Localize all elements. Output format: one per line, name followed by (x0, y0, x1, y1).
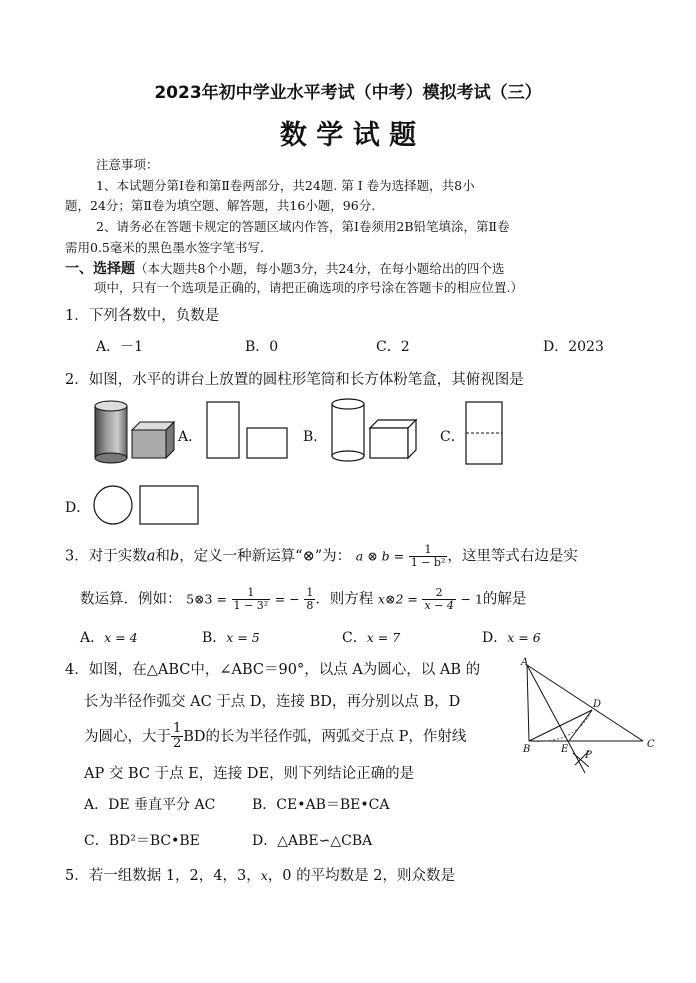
q3-def-den: 1 − b² (410, 556, 446, 570)
cylinder-figure (95, 401, 127, 463)
q3-def-text: ，定义一种新运算“⊗”为： (179, 548, 352, 565)
q5-stem-a: 5．若一组数据 1，2，4，3， (65, 868, 261, 884)
q5-stem (65, 864, 455, 885)
q3-line-2 (80, 587, 526, 612)
q4-option-a: A．DE 垂直平分 AC (84, 797, 216, 813)
q3-ex-num-2: 1 (306, 586, 314, 599)
point-b-label: B (523, 744, 531, 755)
q4-line-1: 4．如图，在△ABC中，∠ABC＝90°，以点 A为圆心，以 AB 的 (65, 662, 481, 678)
subject-title: 数 学 试 题 (279, 120, 417, 151)
segment-bd (529, 710, 592, 741)
exam-title: 2023年初中学业水平考试（中考）模拟考试（三） (154, 83, 542, 103)
q3-def-num: 1 (409, 544, 448, 557)
q3-equation-tail: − 1 (460, 591, 483, 607)
q3-equation-text: ．则方程 (315, 591, 374, 608)
q3-and: 和 (155, 548, 170, 565)
q3-option-b (202, 627, 260, 647)
q3-ex-den-2: 8 (306, 599, 314, 613)
q2-option-a-label: A． (178, 429, 203, 445)
q3-option-a-value: x = 4 (104, 630, 138, 645)
q3-option-c-label: C． (342, 630, 367, 646)
point-e-label: E (561, 744, 569, 755)
q4-line-3 (84, 722, 466, 752)
box-figure (132, 422, 174, 458)
q3-question-tail: 的解是 (482, 591, 527, 608)
q3-equation-lhs: x⊗2 = (377, 591, 418, 607)
q2-option-b-figure (328, 396, 420, 466)
q3-option-b-value: x = 5 (226, 630, 260, 645)
q3-def-lhs: a ⊗ b = (355, 548, 405, 564)
q3-example-text: 数运算．例如： (80, 591, 182, 608)
q3-option-d-label: D． (482, 630, 508, 646)
q3-ex-den-1: 1 − 3² (233, 599, 269, 613)
q3-def-tail: ，这里等式右边是实 (447, 548, 578, 565)
q3-option-d (482, 627, 541, 647)
section-1-desc: （本大题共8个小题，每小题3分，共24分，在每小题给出的四个选 (135, 261, 505, 276)
note-line-4: 需用0.5毫米的黑色墨水签字笔书写. (65, 240, 264, 255)
q2-figure-solids (90, 398, 180, 466)
q4-half-fraction (171, 722, 183, 752)
segment-de (569, 710, 592, 741)
q3-var-a: a (146, 548, 156, 565)
section-1-label: 一、选择题 (65, 261, 135, 277)
q4-option-d: D．△ABE∽△CBA (252, 833, 373, 849)
q3-var-b: b (169, 548, 180, 565)
q4-line-4: AP 交 BC 于点 E，连接 DE，则下列结论正确的是 (84, 766, 415, 782)
section-1-desc-2: 项中，只有一个选项是正确的，请把正确选项的序号涂在答题卡的相应位置.） (94, 280, 523, 295)
q4-option-c: C．BD²＝BC•BE (84, 833, 200, 849)
q5-var-x: x (260, 868, 268, 883)
q2-option-c-label: C． (440, 429, 465, 445)
note-line-2: 题，24分；第Ⅱ卷为填空题、解答题，共16小题，96分. (65, 198, 376, 213)
q3-option-d-value: x = 6 (507, 630, 541, 645)
q4-frac-num: 1 (173, 721, 182, 736)
q2-option-d-figure (90, 482, 202, 528)
ray-ap (527, 665, 585, 773)
q3-example-mid: = − (274, 591, 300, 607)
q3-option-c-value: x = 7 (366, 630, 401, 645)
point-a-label: A (521, 657, 529, 668)
note-line-1: 1、本试题分第Ⅰ卷和第Ⅱ卷两部分，共24题. 第 Ⅰ 卷为选择题，共8小 (96, 178, 475, 193)
q3-eq-num: 2 (422, 587, 455, 600)
q2-option-a-figure (200, 400, 292, 464)
notes-heading: 注意事项： (96, 157, 159, 172)
q3-intro: 3．对于实数 (65, 548, 147, 565)
q1-option-b: B．0 (245, 339, 279, 355)
q3-option-b-label: B． (202, 630, 227, 646)
q4-option-b: B．CE•AB＝BE•CA (252, 797, 390, 813)
point-p-label: P (585, 750, 592, 761)
q3-example-lhs: 5⊗3 = (186, 591, 227, 607)
q4-frac-den: 2 (173, 736, 182, 752)
q1-option-d: D．2023 (543, 339, 604, 355)
q3-option-a (80, 627, 138, 647)
q4-line-3-a: 为圆心，大于 (84, 728, 171, 745)
q1-option-c: C．2 (376, 339, 410, 355)
q1-option-a: A．－1 (96, 339, 144, 355)
q4-line-3-b: BD的长为半径作弧，两弧交于点 P，作射线 (183, 728, 467, 745)
point-c-label: C (647, 739, 655, 750)
q1-stem: 1．下列各数中，负数是 (65, 308, 220, 324)
q3-ex-num-1: 1 (232, 587, 271, 600)
q2-stem: 2．如图，水平的讲台上放置的圆柱形笔筒和长方体粉笔盒，其俯视图是 (65, 372, 524, 388)
q2-option-c-figure (462, 400, 506, 466)
q3-example-fraction-1 (232, 587, 271, 612)
q4-triangle-figure (515, 655, 665, 775)
point-d-label: D (593, 699, 602, 710)
q3-eq-den: x − 4 (424, 599, 454, 613)
q3-def-fraction (409, 544, 448, 569)
q4-line-2: 长为半径作弧交 AC 于点 D，连接 BD，再分别以点 B，D (84, 694, 461, 710)
q2-option-b-label: B． (303, 429, 328, 445)
q3-example-fraction-2 (304, 587, 315, 612)
q3-line-1 (65, 544, 578, 569)
section-1-heading (65, 258, 504, 278)
segment-ac (527, 665, 643, 741)
q3-option-a-label: A． (80, 630, 105, 646)
q2-option-d-label: D． (65, 500, 91, 516)
q3-equation-fraction (422, 587, 455, 612)
q3-option-c (342, 627, 400, 647)
segment-ab (527, 665, 529, 741)
q5-stem-b: ，0 的平均数是 2，则众数是 (267, 868, 455, 884)
note-line-3: 2、请务必在答题卡规定的答题区域内作答，第Ⅰ卷须用2B铅笔填涂，第Ⅱ卷 (96, 219, 510, 234)
